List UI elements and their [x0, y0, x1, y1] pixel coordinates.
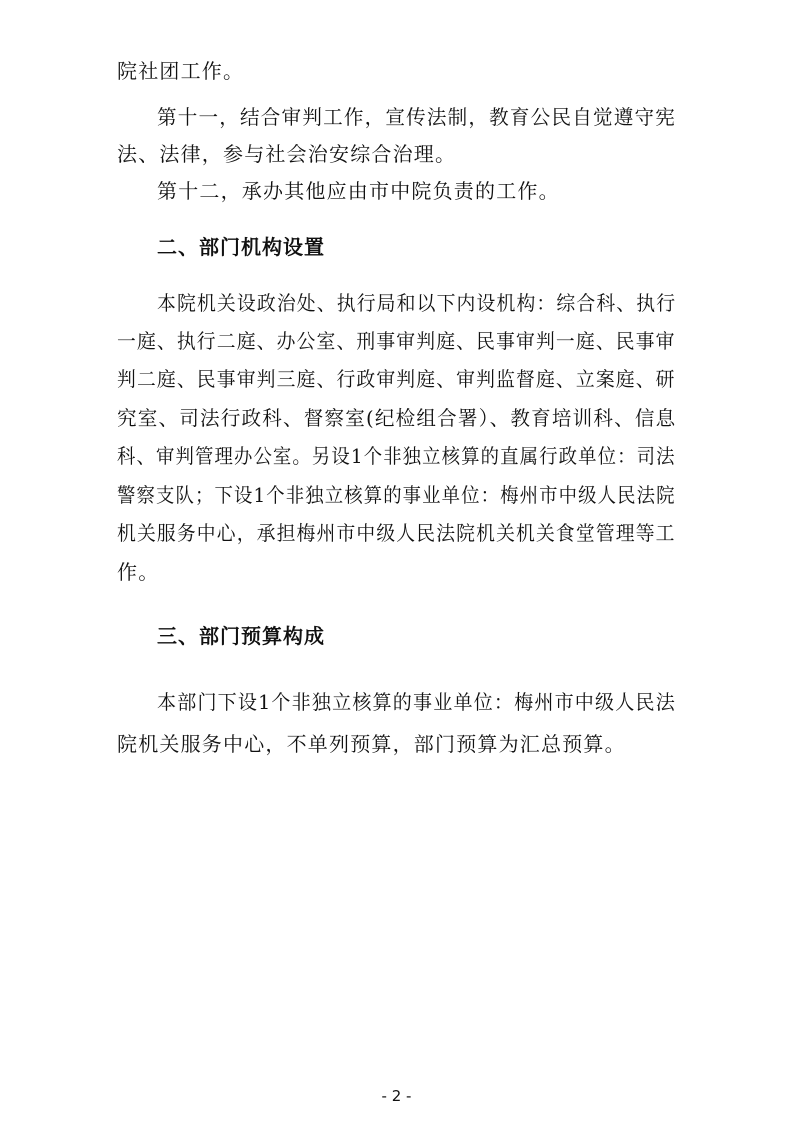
section-2-line-4: 究室、司法行政科、督察室(纪检组合署）、教育培训科、信息 — [117, 406, 677, 430]
page-number: - 2 - — [381, 1087, 412, 1105]
item-11-line-1: 第十一，结合审判工作，宣传法制，教育公民自觉遵守宪 — [157, 105, 676, 129]
item-11-line-2: 法、法律，参与社会治安综合治理。 — [117, 142, 457, 166]
item-12-line-1: 第十二，承办其他应由市中院负责的工作。 — [157, 179, 560, 203]
section-3-line-2: 院机关服务中心，不单列预算，部门预算为汇总预算。 — [117, 732, 626, 756]
section-3-heading: 三、部门预算构成 — [157, 624, 325, 648]
section-2-line-1: 本院机关设政治处、执行局和以下内设机构：综合科、执行 — [157, 291, 677, 315]
section-2-heading: 二、部门机构设置 — [157, 235, 325, 259]
section-3-line-1: 本部门下设1个非独立核算的事业单位：梅州市中级人民法 — [157, 690, 676, 714]
section-2-line-5: 科、审判管理办公室。另设1个非独立核算的直属行政单位：司法 — [117, 444, 676, 468]
section-2-line-2: 一庭、执行二庭、办公室、刑事审判庭、民事审判一庭、民事审 — [117, 329, 676, 353]
section-2-line-6: 警察支队；下设1个非独立核算的事业单位：梅州市中级人民法院 — [117, 483, 676, 507]
section-2-line-7: 机关服务中心，承担梅州市中级人民法院机关机关食堂管理等工 — [117, 521, 676, 545]
section-2-line-3: 判二庭、民事审判三庭、行政审判庭、审判监督庭、立案庭、研 — [117, 367, 676, 391]
section-2-line-8: 作。 — [117, 560, 160, 584]
paragraph-continuation-line: 院社团工作。 — [117, 59, 245, 83]
